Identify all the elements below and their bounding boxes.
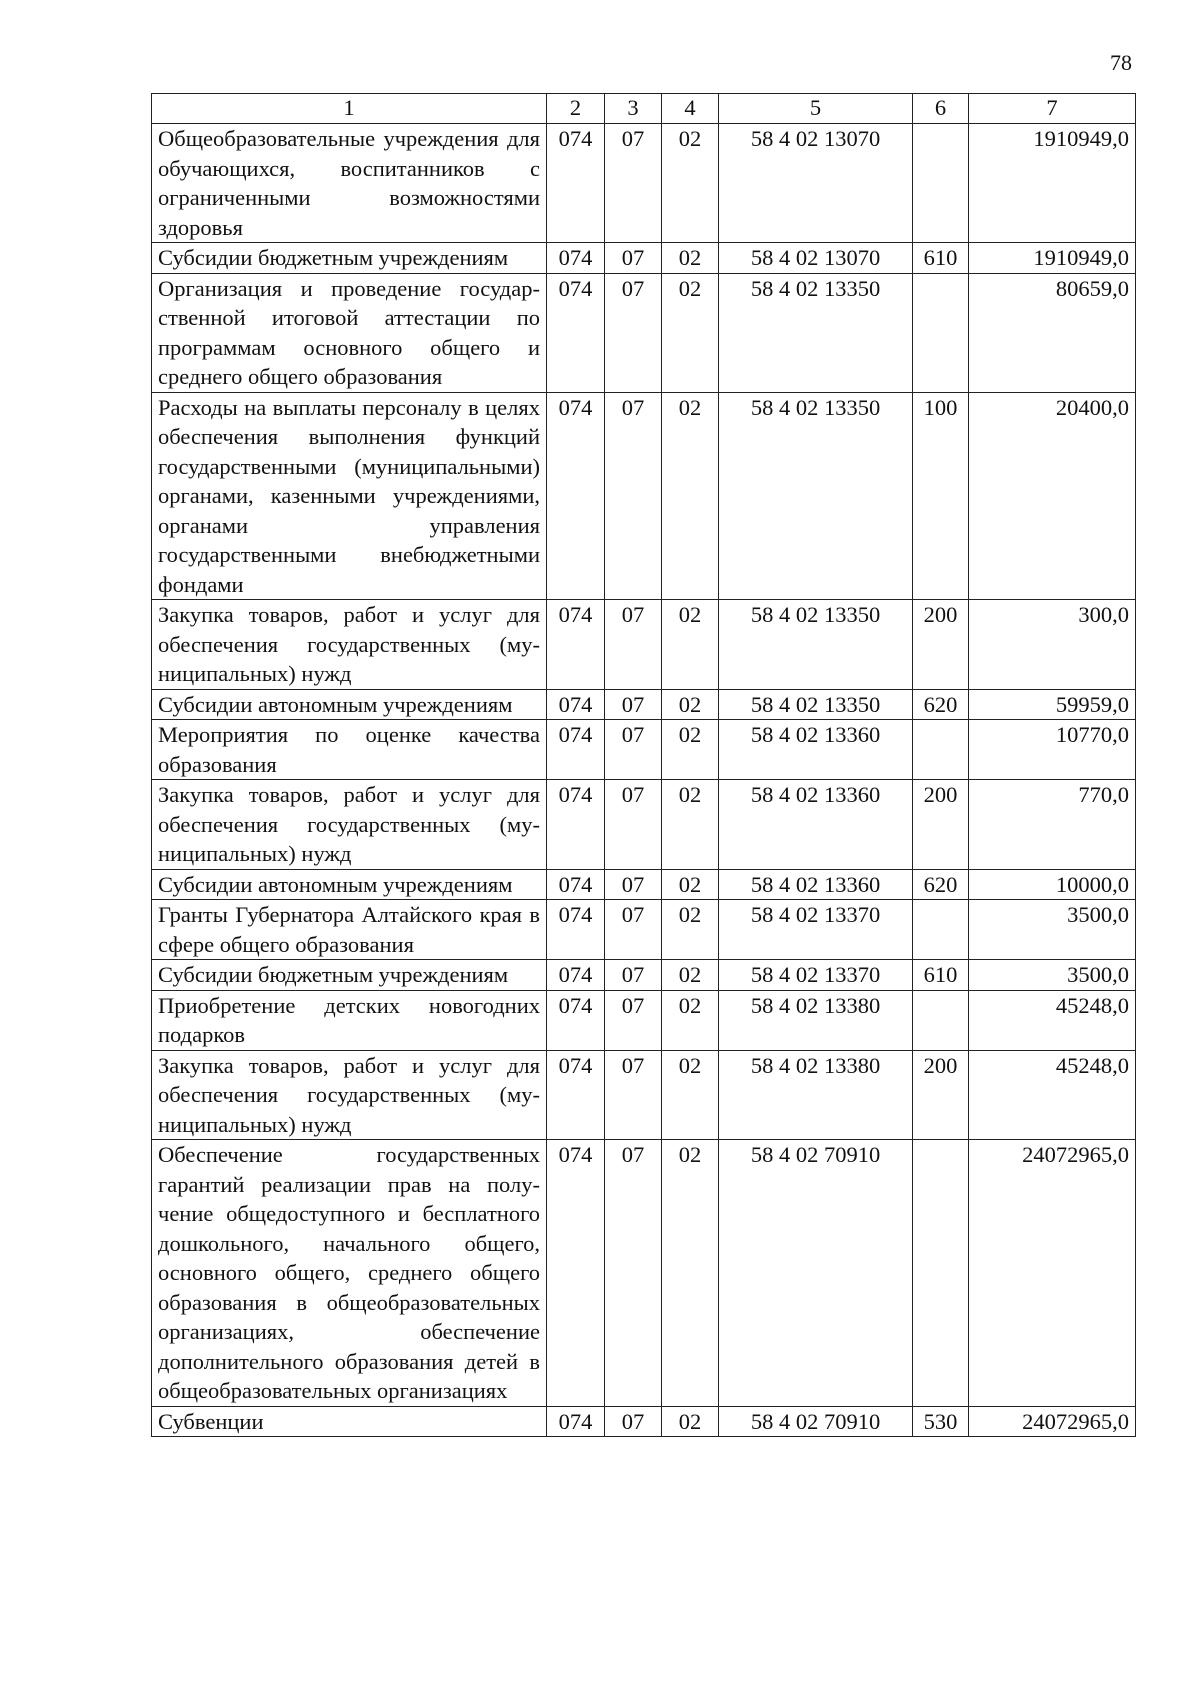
cell-subsection: 02 — [662, 869, 719, 900]
cell-subsection: 02 — [662, 1050, 719, 1140]
cell-amount: 1910949,0 — [969, 124, 1136, 243]
cell-grbs: 074 — [547, 780, 605, 870]
cell-expense-type — [913, 720, 969, 780]
cell-target-article: 58 4 02 70910 — [719, 1140, 913, 1407]
cell-subsection: 02 — [662, 600, 719, 690]
cell-section: 07 — [605, 780, 662, 870]
cell-subsection: 02 — [662, 990, 719, 1050]
cell-subsection: 02 — [662, 243, 719, 274]
cell-section: 07 — [605, 720, 662, 780]
cell-section: 07 — [605, 990, 662, 1050]
cell-target-article: 58 4 02 13070 — [719, 243, 913, 274]
cell-subsection: 02 — [662, 273, 719, 392]
table-row — [152, 960, 1136, 991]
cell-target-article: 58 4 02 13360 — [719, 720, 913, 780]
cell-section: 07 — [605, 689, 662, 720]
header-col-7: 7 — [969, 94, 1136, 124]
cell-section: 07 — [605, 960, 662, 991]
table-row — [152, 990, 1136, 1050]
header-col-5: 5 — [719, 94, 913, 124]
cell-subsection: 02 — [662, 720, 719, 780]
cell-name: Субсидии автономным учреждениям — [152, 689, 547, 720]
cell-amount: 300,0 — [969, 600, 1136, 690]
cell-grbs: 074 — [547, 960, 605, 991]
cell-section: 07 — [605, 273, 662, 392]
table-row — [152, 780, 1136, 870]
cell-grbs: 074 — [547, 869, 605, 900]
cell-amount: 45248,0 — [969, 990, 1136, 1050]
cell-grbs: 074 — [547, 689, 605, 720]
cell-amount: 10770,0 — [969, 720, 1136, 780]
cell-target-article: 58 4 02 13380 — [719, 990, 913, 1050]
cell-amount: 770,0 — [969, 780, 1136, 870]
cell-target-article: 58 4 02 13360 — [719, 869, 913, 900]
table-row — [152, 720, 1136, 780]
cell-grbs: 074 — [547, 243, 605, 274]
cell-subsection: 02 — [662, 960, 719, 991]
cell-expense-type — [913, 124, 969, 243]
cell-name: Закупка товаров, работ и услуг для обеспечения государственных (муниципальных) нужд — [152, 1050, 547, 1140]
header-col-2: 2 — [547, 94, 605, 124]
cell-name: Организация и проведение государственной итоговой аттестации по программам основного общего и среднего общего образования — [152, 273, 547, 392]
cell-target-article: 58 4 02 13350 — [719, 689, 913, 720]
cell-amount: 59959,0 — [969, 689, 1136, 720]
cell-expense-type: 200 — [913, 1050, 969, 1140]
cell-subsection: 02 — [662, 124, 719, 243]
cell-grbs: 074 — [547, 124, 605, 243]
cell-target-article: 58 4 02 13370 — [719, 900, 913, 960]
cell-expense-type: 200 — [913, 600, 969, 690]
cell-name: Гранты Губернатора Алтайского края в сфере общего образования — [152, 900, 547, 960]
cell-expense-type: 620 — [913, 689, 969, 720]
cell-target-article: 58 4 02 13350 — [719, 273, 913, 392]
cell-expense-type — [913, 1140, 969, 1407]
cell-amount: 3500,0 — [969, 960, 1136, 991]
cell-target-article: 58 4 02 70910 — [719, 1406, 913, 1437]
table-row — [152, 869, 1136, 900]
cell-name: Расходы на выплаты персоналу в целях обеспечения выполнения функций государственными (муниципальными) органами, казенными учреждениями, органами управления государственными внебюджетными фондами — [152, 392, 547, 600]
cell-amount: 10000,0 — [969, 869, 1136, 900]
cell-section: 07 — [605, 900, 662, 960]
cell-subsection: 02 — [662, 392, 719, 600]
cell-expense-type: 100 — [913, 392, 969, 600]
cell-name: Мероприятия по оценке качества образования — [152, 720, 547, 780]
cell-target-article: 58 4 02 13350 — [719, 392, 913, 600]
cell-name: Субсидии автономным учреждениям — [152, 869, 547, 900]
cell-section: 07 — [605, 600, 662, 690]
cell-expense-type — [913, 273, 969, 392]
table-row — [152, 900, 1136, 960]
cell-section: 07 — [605, 392, 662, 600]
cell-name: Закупка товаров, работ и услуг для обеспечения государственных (муниципальных) нужд — [152, 780, 547, 870]
cell-subsection: 02 — [662, 780, 719, 870]
cell-expense-type: 200 — [913, 780, 969, 870]
cell-amount: 45248,0 — [969, 1050, 1136, 1140]
table-body — [152, 124, 1136, 1437]
cell-expense-type: 620 — [913, 869, 969, 900]
cell-subsection: 02 — [662, 1140, 719, 1407]
table-header-row — [152, 94, 1136, 124]
cell-section: 07 — [605, 1050, 662, 1140]
cell-target-article: 58 4 02 13350 — [719, 600, 913, 690]
table-row — [152, 392, 1136, 600]
cell-grbs: 074 — [547, 1050, 605, 1140]
cell-target-article: 58 4 02 13380 — [719, 1050, 913, 1140]
cell-amount: 24072965,0 — [969, 1140, 1136, 1407]
cell-name: Приобретение детских новогодних подарков — [152, 990, 547, 1050]
header-col-6: 6 — [913, 94, 969, 124]
cell-name: Субсидии бюджетным учреждениям — [152, 243, 547, 274]
cell-amount: 3500,0 — [969, 900, 1136, 960]
cell-section: 07 — [605, 1406, 662, 1437]
cell-expense-type: 530 — [913, 1406, 969, 1437]
cell-target-article: 58 4 02 13360 — [719, 780, 913, 870]
cell-expense-type — [913, 900, 969, 960]
cell-section: 07 — [605, 869, 662, 900]
table-row — [152, 1140, 1136, 1407]
table-row — [152, 243, 1136, 274]
table-row — [152, 124, 1136, 243]
cell-subsection: 02 — [662, 900, 719, 960]
cell-section: 07 — [605, 243, 662, 274]
table-row — [152, 689, 1136, 720]
cell-name: Субсидии бюджетным учреждениям — [152, 960, 547, 991]
cell-expense-type: 610 — [913, 243, 969, 274]
table-row — [152, 600, 1136, 690]
cell-expense-type — [913, 990, 969, 1050]
table-row — [152, 1406, 1136, 1437]
cell-name: Общеобразовательные учреждения для обучающихся, воспитанников с ограниченными возможностями здоровья — [152, 124, 547, 243]
cell-amount: 1910949,0 — [969, 243, 1136, 274]
cell-grbs: 074 — [547, 990, 605, 1050]
budget-table — [151, 93, 1136, 1437]
cell-grbs: 074 — [547, 720, 605, 780]
table-row — [152, 1050, 1136, 1140]
cell-amount: 24072965,0 — [969, 1406, 1136, 1437]
header-col-3: 3 — [605, 94, 662, 124]
cell-subsection: 02 — [662, 1406, 719, 1437]
cell-target-article: 58 4 02 13370 — [719, 960, 913, 991]
cell-subsection: 02 — [662, 689, 719, 720]
cell-amount: 20400,0 — [969, 392, 1136, 600]
cell-grbs: 074 — [547, 900, 605, 960]
table-row — [152, 273, 1136, 392]
cell-name: Обеспечение государственных гарантий реализации прав на получение общедоступного и бесплатного дошкольного, начального общего, основного общего, среднего общего образования в общеобразовательных организациях, обеспечение дополнительного образования детей в общеобразовательных организациях — [152, 1140, 547, 1407]
cell-grbs: 074 — [547, 1140, 605, 1407]
cell-name: Субвенции — [152, 1406, 547, 1437]
cell-grbs: 074 — [547, 1406, 605, 1437]
cell-grbs: 074 — [547, 273, 605, 392]
cell-grbs: 074 — [547, 392, 605, 600]
cell-expense-type: 610 — [913, 960, 969, 991]
header-col-1: 1 — [152, 94, 547, 124]
cell-target-article: 58 4 02 13070 — [719, 124, 913, 243]
cell-section: 07 — [605, 1140, 662, 1407]
header-col-4: 4 — [662, 94, 719, 124]
page-number: 78 — [1110, 50, 1132, 75]
cell-amount: 80659,0 — [969, 273, 1136, 392]
cell-grbs: 074 — [547, 600, 605, 690]
cell-section: 07 — [605, 124, 662, 243]
cell-name: Закупка товаров, работ и услуг для обеспечения государственных (муниципальных) нужд — [152, 600, 547, 690]
